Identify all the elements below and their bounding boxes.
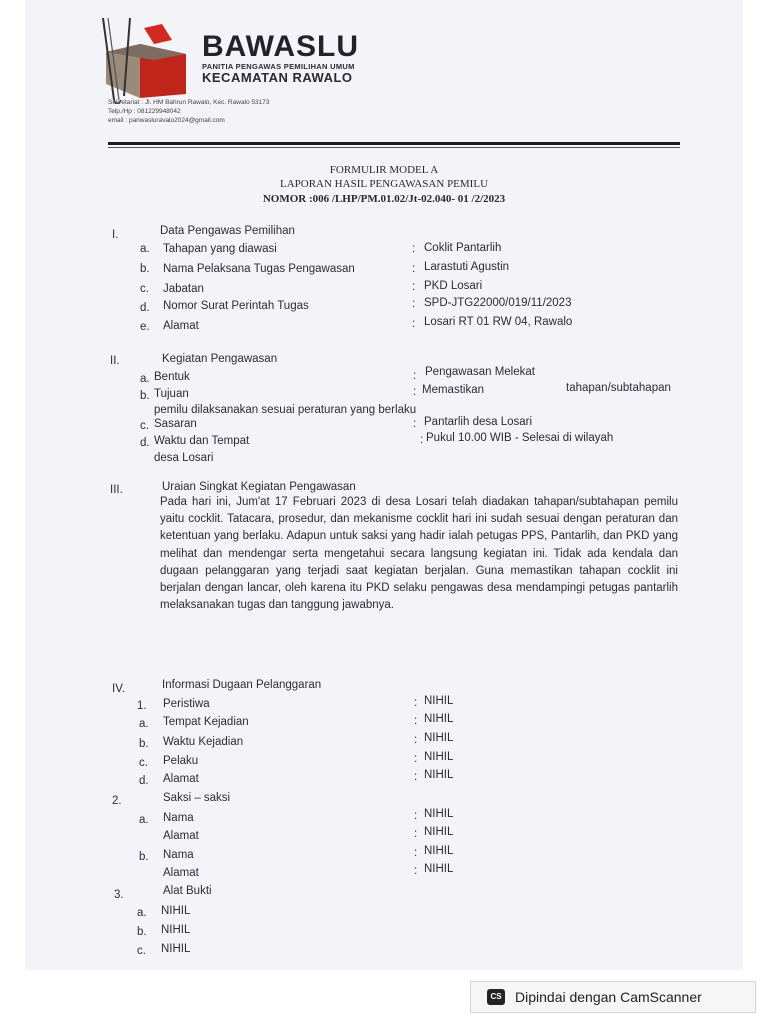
header-email: email : panwasluravalo2024@gmail.com xyxy=(108,117,225,124)
field-value: Pantarlih desa Losari xyxy=(424,416,533,428)
report-title: LAPORAN HASIL PENGAWASAN PEMILU xyxy=(279,178,489,190)
field-letter: c. xyxy=(140,283,149,295)
section-3-number: III. xyxy=(110,484,123,496)
form-title: FORMULIR MODEL A xyxy=(329,164,439,176)
field-letter: b. xyxy=(139,738,149,750)
header-divider xyxy=(108,142,680,145)
field-label: Alamat xyxy=(163,830,199,842)
field-letter: b. xyxy=(139,851,149,863)
brand-subtitle: PANITIA PENGAWAS PEMILIHAN UMUM xyxy=(202,62,355,71)
field-value: Larastuti Agustin xyxy=(424,261,510,273)
header-phone: Telp./Hp : 081229948042 xyxy=(108,108,181,115)
field-label: Alamat xyxy=(163,867,199,879)
field-label: Bentuk xyxy=(154,371,190,383)
field-label: Jabatan xyxy=(163,283,204,295)
field-label: Peristiwa xyxy=(163,698,210,710)
field-separator: : xyxy=(414,847,418,859)
field-separator: : xyxy=(412,318,416,330)
field-separator: : xyxy=(420,434,424,446)
field-letter: c. xyxy=(139,757,148,769)
field-label: Tempat Kejadian xyxy=(163,716,249,728)
field-value: NIHIL xyxy=(161,943,191,955)
scanned-document xyxy=(25,0,743,970)
field-letter: d. xyxy=(139,775,149,787)
field-value: NIHIL xyxy=(424,732,454,744)
field-value: NIHIL xyxy=(424,826,454,838)
field-label: Alamat xyxy=(163,320,199,332)
camscanner-badge xyxy=(470,981,756,1013)
section-4-title: Informasi Dugaan Pelanggaran xyxy=(162,679,322,691)
field-value: Memastikan xyxy=(422,384,484,396)
field-separator: : xyxy=(414,828,418,840)
field-value-continuation: pemilu dilaksanakan sesuai peraturan yang berlaku xyxy=(154,404,417,416)
field-letter: b. xyxy=(137,926,147,938)
field-label: Sasaran xyxy=(154,418,197,430)
field-separator: : xyxy=(414,734,418,746)
field-separator: : xyxy=(412,243,416,255)
field-label: Nama xyxy=(163,849,194,861)
field-letter: d. xyxy=(140,437,150,449)
field-label: Nama xyxy=(163,812,194,824)
field-separator: : xyxy=(414,697,418,709)
field-value: Pengawasan Melekat xyxy=(425,366,535,378)
field-letter: c. xyxy=(137,945,146,957)
section-2-title: Kegiatan Pengawasan xyxy=(162,353,278,365)
field-letter: a. xyxy=(140,373,150,385)
field-separator: : xyxy=(412,263,416,275)
field-separator: : xyxy=(413,386,417,398)
field-letter: c. xyxy=(140,420,149,432)
field-letter: d. xyxy=(140,302,150,314)
section-4-number: IV. xyxy=(112,683,126,695)
field-separator: : xyxy=(412,281,416,293)
brand-district: KECAMATAN RAWALO xyxy=(202,70,353,85)
field-value-continuation: desa Losari xyxy=(154,452,214,464)
field-label: Tahapan yang diawasi xyxy=(163,243,277,255)
item-number: 2. xyxy=(112,795,122,807)
field-separator: : xyxy=(414,753,418,765)
activity-description: Pada hari ini, Jum'at 17 Februari 2023 di desa Losari telah diadakan tahapan/subtahapan pemilu yaitu cocklit. Tatacara, prosedur, dan mekanisme cocklit hari ini sudah sesuai dengan peraturan dan ketentuan yang berlaku. Adapun untuk saksi yang hadir ialah petugas PPS, Pantarlih, dan PKD yang melihat dan mendengar serta mengetahui secara langsung kegiatan ini. Tidak ada kendala dan dugaan pelanggaran yang terjadi saat kegiatan berjalan. Guna memastikan tahapan cocklit ini berjalan dengan lancar, oleh karena itu PKD selaku pengawas desa mendampingi petugas pantarlih melaksanakan tugas dan tanggung jawabnya. xyxy=(160,496,678,612)
section-3-title: Uraian Singkat Kegiatan Pengawasan xyxy=(162,481,356,493)
field-label: Saksi – saksi xyxy=(163,792,231,804)
field-value: NIHIL xyxy=(161,905,191,917)
item-number: 3. xyxy=(114,889,124,901)
field-label: Tujuan xyxy=(154,388,189,400)
field-value: Losari RT 01 RW 04, Rawalo xyxy=(424,316,573,328)
brand-name: BAWASLU xyxy=(202,30,359,63)
camscanner-label: Dipindai dengan CamScanner xyxy=(515,989,702,1005)
header-address: Sekretariat : Jl. HM Bahrun Rawalo, Kec. Rawalo 53173 xyxy=(108,99,270,106)
field-letter: a. xyxy=(137,907,147,919)
field-value: NIHIL xyxy=(424,845,454,857)
field-separator: : xyxy=(414,771,418,783)
field-value: Pukul 10.00 WIB - Selesai di wilayah xyxy=(426,432,614,444)
section-2-number: II. xyxy=(110,355,120,367)
field-separator: : xyxy=(413,418,417,430)
field-value: SPD-JTG22000/019/11/2023 xyxy=(424,297,572,309)
field-value: NIHIL xyxy=(424,695,454,707)
report-number: NOMOR :006 /LHP/PM.01.02/Jt-02.040- 01 /2/2023 xyxy=(262,193,506,205)
field-separator: : xyxy=(412,298,416,310)
field-label: Waktu dan Tempat xyxy=(154,435,250,447)
field-value: NIHIL xyxy=(424,863,454,875)
field-label: Pelaku xyxy=(163,755,199,767)
field-label: Alamat xyxy=(163,773,199,785)
field-letter: a. xyxy=(139,814,149,826)
field-value: tahapan/subtahapan xyxy=(566,382,671,394)
field-value: NIHIL xyxy=(424,769,454,781)
header-divider-thin xyxy=(108,147,680,148)
field-value: Coklit Pantarlih xyxy=(424,242,502,254)
field-separator: : xyxy=(414,715,418,727)
field-letter: b. xyxy=(140,390,150,402)
field-separator: : xyxy=(413,370,417,382)
section-1-number: I. xyxy=(112,229,119,241)
section-1-title: Data Pengawas Pemilihan xyxy=(160,225,295,237)
field-value: NIHIL xyxy=(424,808,454,820)
field-value: PKD Losari xyxy=(424,280,483,292)
field-value: NIHIL xyxy=(424,751,454,763)
field-separator: : xyxy=(414,810,418,822)
field-letter: a. xyxy=(139,718,149,730)
field-letter: e. xyxy=(140,321,150,333)
item-number: 1. xyxy=(137,700,147,712)
bawaslu-logo xyxy=(100,18,200,104)
field-label: Alat Bukti xyxy=(163,885,212,897)
field-letter: b. xyxy=(140,263,150,275)
field-value: NIHIL xyxy=(161,924,191,936)
field-label: Waktu Kejadian xyxy=(163,736,244,748)
field-label: Nama Pelaksana Tugas Pengawasan xyxy=(163,263,355,275)
camscanner-icon: CS xyxy=(487,989,505,1005)
field-label: Nomor Surat Perintah Tugas xyxy=(163,300,309,312)
field-letter: a. xyxy=(140,243,150,255)
field-separator: : xyxy=(414,865,418,877)
field-value: NIHIL xyxy=(424,713,454,725)
